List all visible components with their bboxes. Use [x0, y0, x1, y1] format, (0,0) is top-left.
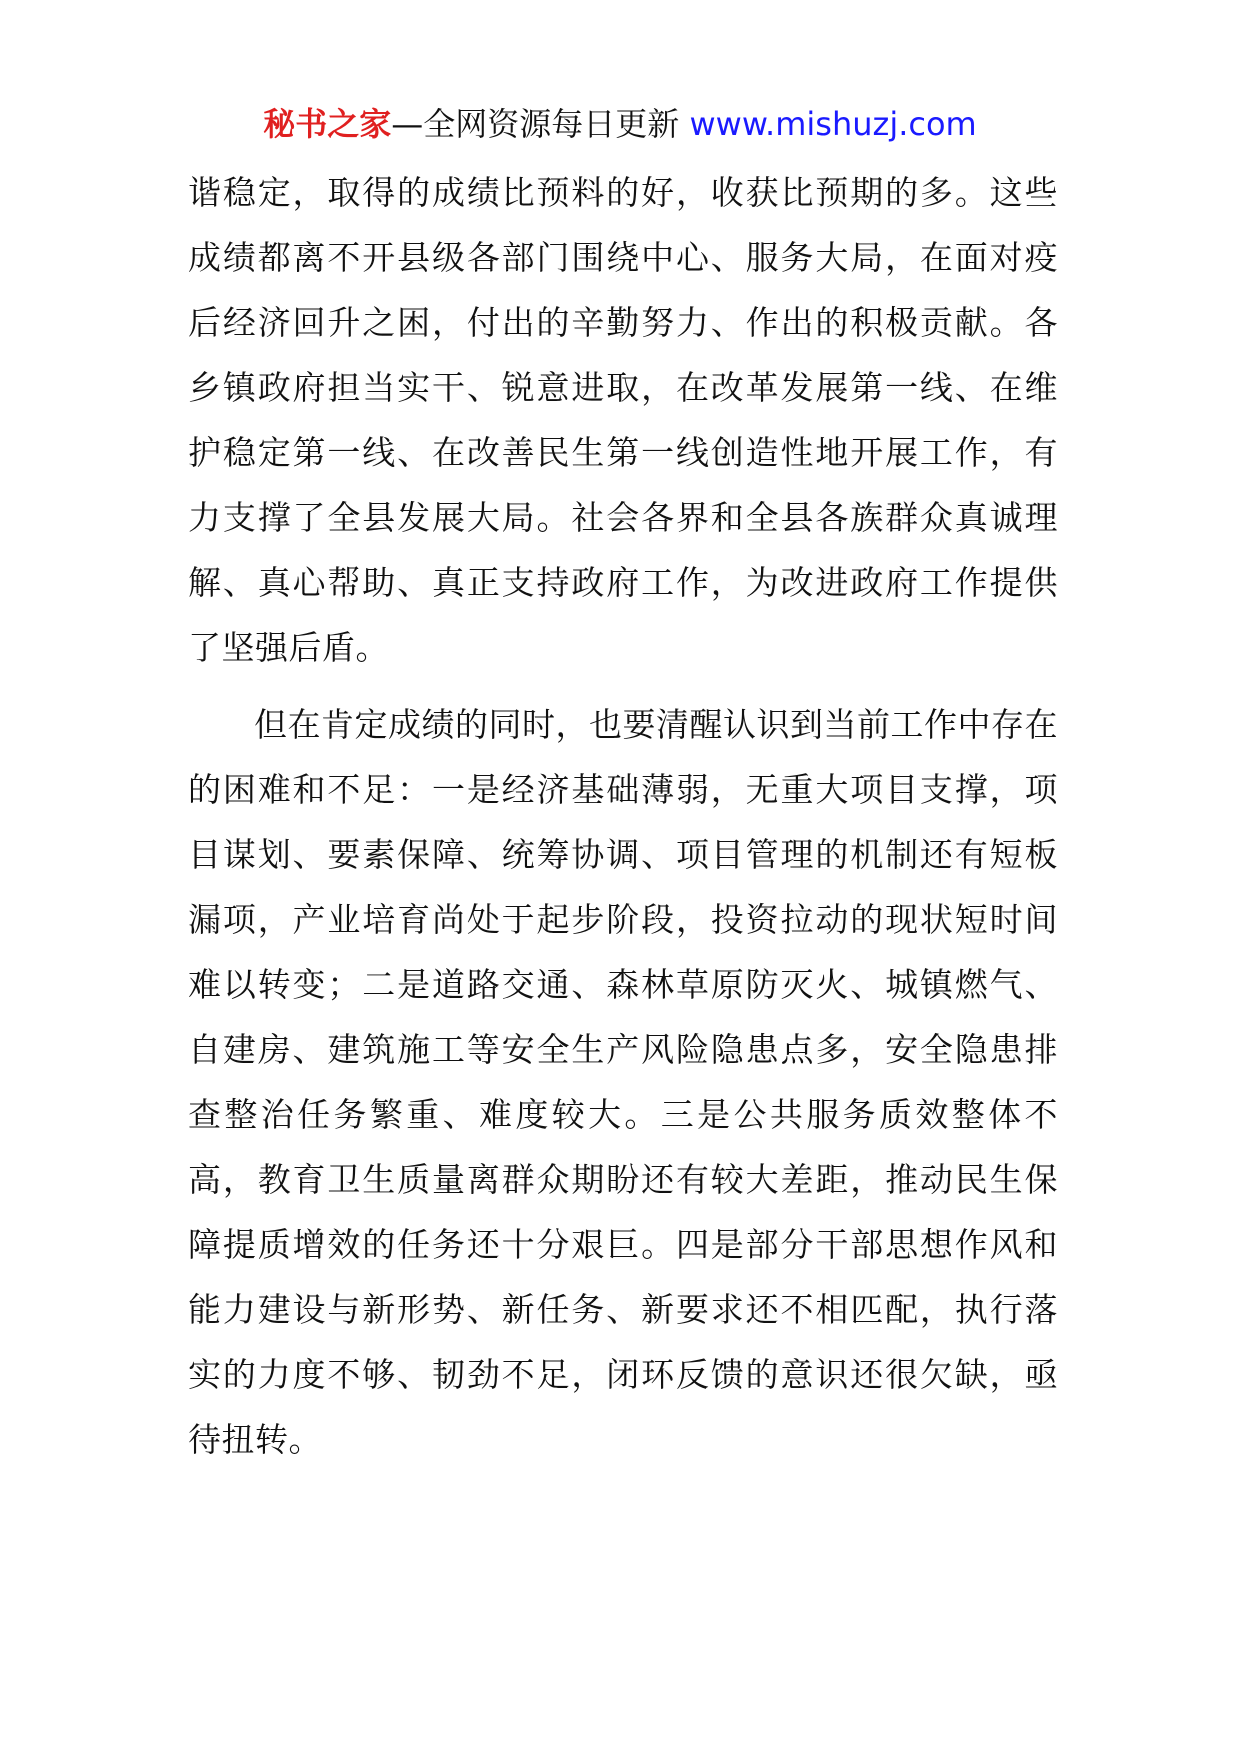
header-tagline: 全网资源每日更新: [423, 105, 680, 143]
paragraph-continued: 谐稳定，取得的成绩比预料的好，收获比预期的多。这些成绩都离不开县级各部门围绕中心、服务大局，在面对疫后经济回升之困，付出的辛勤努力、作出的积极贡献。各乡镇政府担当实干、锐意进取，在改革发展第一线、在维护稳定第一线、在改善民生第一线创造性地开展工作，有力支撑了全县发展大局。社会各界和全县各族群众真诚理解、真心帮助、真正支持政府工作，为改进政府工作提供了坚强后盾。: [188, 173, 1058, 667]
document-body: [188, 160, 1058, 1472]
paragraph-difficulties: 但在肯定成绩的同时，也要清醒认识到当前工作中存在的困难和不足：一是经济基础薄弱，无重大项目支撑，项目谋划、要素保障、统筹协调、项目管理的机制还有短板漏项，产业培育尚处于起步阶段，投资拉动的现状短时间难以转变；二是道路交通、森林草原防灭火、城镇燃气、自建房、建筑施工等安全生产风险隐患点多，安全隐患排查整治任务繁重、难度较大。三是公共服务质效整体不高，教育卫生质量离群众期盼还有较大差距，推动民生保障提质增效的任务还十分艰巨。四是部分干部思想作风和能力建设与新形势、新任务、新要求还不相匹配，执行落实的力度不够、韧劲不足，闭环反馈的意识还很欠缺，亟待扭转。: [188, 705, 1058, 1459]
header-dash: —: [391, 105, 424, 143]
site-url-link[interactable]: www.mishuzj.com: [689, 105, 977, 143]
page-header: [0, 100, 1240, 148]
brand-name: 秘书之家: [263, 105, 392, 143]
